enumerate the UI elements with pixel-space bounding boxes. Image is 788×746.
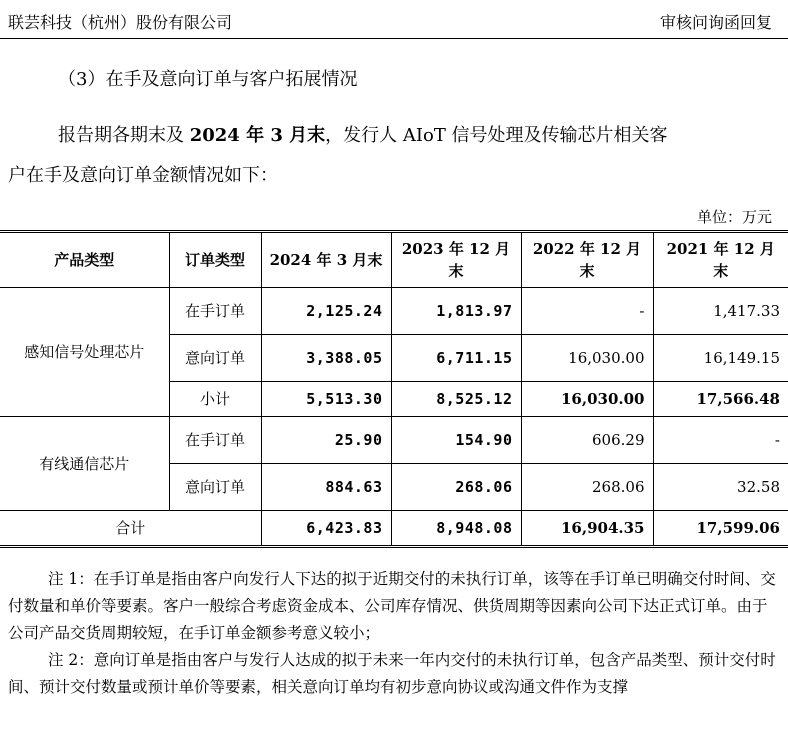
total-row — [0, 511, 788, 547]
company-name: 联芸科技（杭州）股份有限公司 — [8, 13, 233, 32]
value-cell: 1,813.97 — [391, 288, 521, 335]
value-cell: 606.29 — [521, 417, 653, 464]
note-1: 注 1：在手订单是指由客户向发行人下达的拟于近期交付的未执行订单，该等在手订单已明确交付时间、交付数量和单价等要素。客户一般综合考虑资金成本、公司库存情况、供货周期等因素向公司下达正式订单。由于公司产品交货周期较短，在手订单金额参考意义较小； — [8, 570, 776, 642]
intro-text-bold: 2024 年 3 月末 — [189, 125, 326, 146]
section-title: （3）在手及意向订单与客户拓展情况 — [58, 69, 358, 90]
unit-label: 单位：万元 — [696, 208, 772, 226]
value-cell: 6,423.83 — [261, 511, 391, 547]
order-type-cell: 在手订单 — [169, 288, 261, 335]
product-type-cell: 感知信号处理芯片 — [0, 288, 169, 417]
intro-text-post: ，发行人 AIoT 信号处理及传输芯片相关客 — [325, 125, 668, 146]
value-cell: 268.06 — [521, 464, 653, 511]
value-cell: 17,599.06 — [653, 511, 788, 547]
product-type-cell: 有线通信芯片 — [0, 417, 169, 511]
value-cell: 3,388.05 — [261, 335, 391, 382]
table-notes — [8, 566, 780, 701]
value-cell: 17,566.48 — [653, 382, 788, 417]
column-header: 2021 年 12 月末 — [653, 232, 788, 288]
column-header: 订单类型 — [169, 232, 261, 288]
value-cell: 16,149.15 — [653, 335, 788, 382]
value-cell: - — [521, 288, 653, 335]
value-cell: 8,525.12 — [391, 382, 521, 417]
value-cell: 32.58 — [653, 464, 788, 511]
value-cell: 16,904.35 — [521, 511, 653, 547]
order-type-cell: 在手订单 — [169, 417, 261, 464]
value-cell: 154.90 — [391, 417, 521, 464]
value-cell: 25.90 — [261, 417, 391, 464]
value-cell: 268.06 — [391, 464, 521, 511]
value-cell: 884.63 — [261, 464, 391, 511]
value-cell: 8,948.08 — [391, 511, 521, 547]
order-type-cell: 小计 — [169, 382, 261, 417]
total-label: 合计 — [0, 511, 261, 547]
intro-line-1 — [0, 116, 788, 156]
document-type: 审核问询函回复 — [659, 13, 772, 32]
value-cell: 5,513.30 — [261, 382, 391, 417]
order-type-cell: 意向订单 — [169, 335, 261, 382]
order-table — [0, 230, 788, 548]
table-row — [0, 417, 788, 464]
value-cell: 1,417.33 — [653, 288, 788, 335]
value-cell: 16,030.00 — [521, 382, 653, 417]
intro-line-2: 户在手及意向订单金额情况如下： — [8, 165, 278, 186]
value-cell: 16,030.00 — [521, 335, 653, 382]
order-type-cell: 意向订单 — [169, 464, 261, 511]
value-cell: 6,711.15 — [391, 335, 521, 382]
value-cell: - — [653, 417, 788, 464]
intro-text-pre: 报告期各期末及 — [58, 125, 190, 146]
page-header — [0, 0, 788, 39]
column-header: 2024 年 3 月末 — [261, 232, 391, 288]
intro-paragraph — [0, 116, 788, 196]
value-cell: 2,125.24 — [261, 288, 391, 335]
column-header: 2023 年 12 月末 — [391, 232, 521, 288]
column-header: 产品类型 — [0, 232, 169, 288]
note-2: 注 2：意向订单是指由客户与发行人达成的拟于未来一年内交付的未执行订单，包含产品类型、预计交付时间、预计交付数量或预计单价等要素，相关意向订单均有初步意向协议或沟通文件作为支撑 — [8, 651, 776, 696]
column-header: 2022 年 12 月末 — [521, 232, 653, 288]
table-row — [0, 288, 788, 335]
table-header-row — [0, 232, 788, 288]
